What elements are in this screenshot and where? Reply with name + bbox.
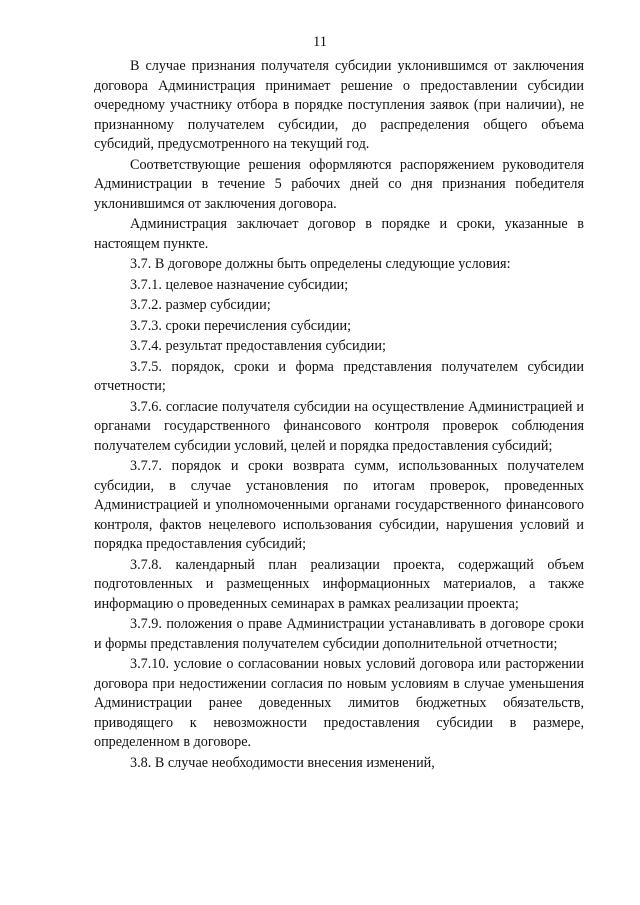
page-number: 11 [313,34,327,50]
clause-3-7-10: 3.7.10. условие о согласовании новых условий договора или расторжении договора при недостижении согласия по новым условиям в случае уменьшения Администрации ранее доведенных лимитов бюджетных обязательств, приводящего к невозможности предоставления субсидии в размере, определенном в договоре. [94,656,584,750]
document-body [94,57,584,773]
clause-3-7-2: 3.7.2. размер субсидии; [130,297,271,313]
clause-3-7-3: 3.7.3. сроки перечисления субсидии; [130,317,352,334]
clause-3-7-1: 3.7.1. целевое назначение субсидии; [130,276,349,293]
clause-3-7-9: 3.7.9. положения о праве Администрации устанавливать в договоре сроки и формы представления получателем субсидии дополнительной отчетности; [94,616,584,652]
clause-3-7: 3.7. В договоре должны быть определены следующие условия: [130,256,511,272]
clause-3-7-5: 3.7.5. порядок, сроки и форма представления получателем субсидии отчетности; [94,358,584,394]
paragraph-contract-conclusion: Администрация заключает договор в порядке и сроки, указанные в настоящем пункте. [94,216,584,252]
clause-3-7-8: 3.7.8. календарный план реализации проекта, содержащий объем подготовленных и размещенных информационных материалов, а также информацию о проведенных семинарах в рамках реализации проекта; [94,556,584,612]
paragraph-evasion-decision: В случае признания получателя субсидии уклонившимся от заключения договора Администрация принимает решение о предоставлении субсидии очередному участнику отбора в порядке поступления заявок (при наличии), не признанному получателем субсидии, до распределения общего объема субсидий, предусмотренного на текущий год. [94,58,584,152]
clause-3-7-7: 3.7.7. порядок и сроки возврата сумм, использованных получателем субсидии, в случае установления по итогам проверок, проведенных Администрацией и уполномоченными органами государственного финансового контроля, фактов нецелевого использования субсидии, нарушения условий и порядка предоставления субсидий; [94,458,584,552]
clause-3-7-4: 3.7.4. результат предоставления субсидии; [130,338,386,354]
clause-3-7-6: 3.7.6. согласие получателя субсидии на осуществление Администрацией и органами государственного финансового контроля проверок соблюдения получателем субсидии условий, целей и порядка предоставления субсидий; [94,398,584,454]
clause-3-8: 3.8. В случае необходимости внесения изменений, [130,754,435,771]
paragraph-order-execution: Соответствующие решения оформляются распоряжением руководителя Администрации в течение 5 рабочих дней со дня признания победителя уклонившимся от заключения договора. [94,156,584,212]
